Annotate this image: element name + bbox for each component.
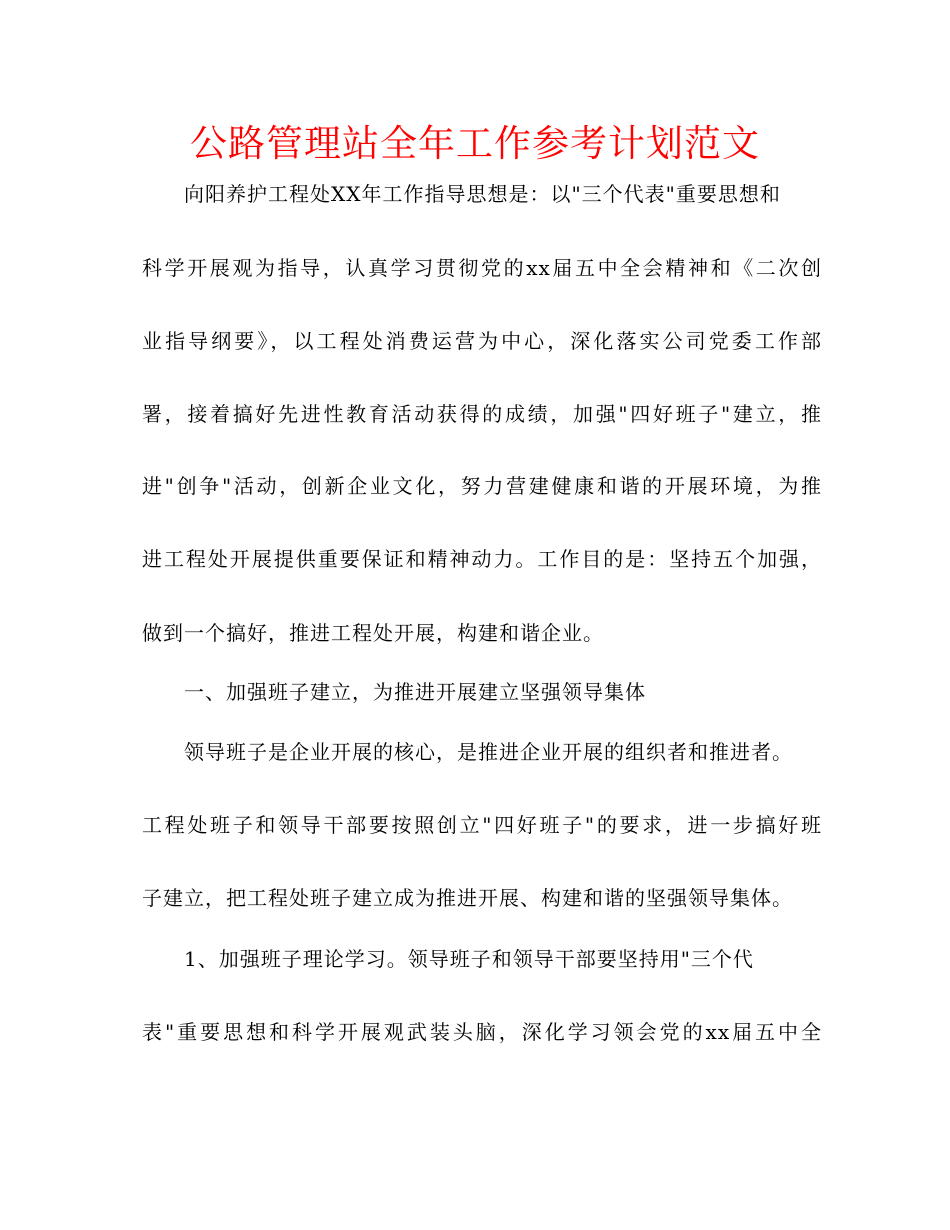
body-line: 领导班子是企业开展的核心，是推进企业开展的组织者和推进者。 [184, 740, 793, 764]
body-line: 署，接着搞好先进性教育活动获得的成绩，加强"四好班子"建立，推 [142, 402, 822, 426]
body-line: 向阳养护工程处XX年工作指导思想是：以"三个代表"重要思想和 [184, 182, 781, 206]
body-line: 表"重要思想和科学开展观武装头脑，深化学习领会党的xx届五中全 [142, 1020, 822, 1044]
body-line: 工程处班子和领导干部要按照创立"四好班子"的要求，进一步搞好班 [142, 813, 822, 837]
body-line: 科学开展观为指导，认真学习贯彻党的xx届五中全会精神和《二次创 [142, 256, 822, 280]
body-line: 进"创争"活动，创新企业文化，努力营建健康和谐的开展环境，为推 [142, 474, 822, 498]
section-heading: 一、加强班子建立，为推进开展建立坚强领导集体 [184, 680, 646, 704]
body-line: 进工程处开展提供重要保证和精神动力。工作目的是：坚持五个加强， [142, 547, 822, 571]
body-line: 业指导纲要》，以工程处消费运营为中心，深化落实公司党委工作部 [142, 329, 822, 353]
page-title: 公路管理站全年工作参考计划范文 [190, 122, 760, 165]
subsection-line: 1、加强班子理论学习。领导班子和领导干部要坚持用"三个代 [184, 947, 754, 971]
body-line: 做到一个搞好，推进工程处开展，构建和谐企业。 [142, 621, 604, 645]
body-line: 子建立，把工程处班子建立成为推进开展、构建和谐的坚强领导集体。 [142, 886, 793, 910]
